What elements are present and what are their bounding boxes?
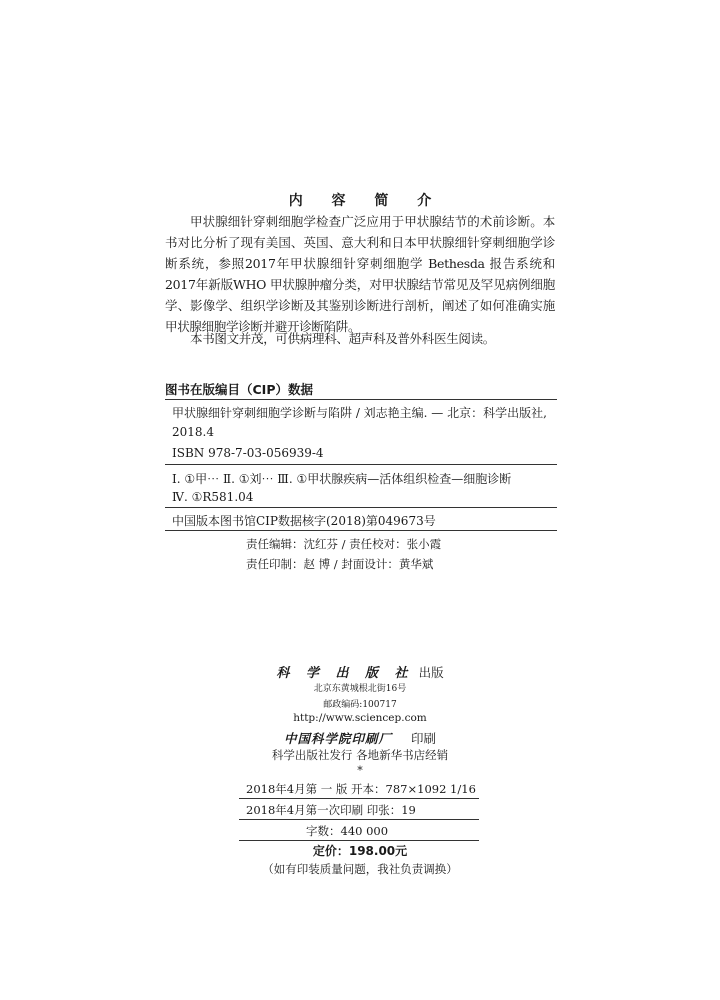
cip-rule [165, 507, 557, 508]
classification-line: Ⅳ. ①R581.04 [172, 490, 254, 504]
summary-line: 对比分析了现有美国、英国、意大利和日本甲状腺细针穿刺细胞学诊断系 [165, 235, 555, 271]
publisher-address: 北京东黄城根北街16号 [313, 684, 407, 694]
publisher-suffix: 出版 [418, 665, 444, 680]
distribution: 科学出版社发行 各地新华书店经销 [271, 748, 449, 762]
edition-rule [239, 798, 479, 799]
summary-line: 断并避开诊断陷阱。 [250, 319, 361, 334]
cip-title-line: 甲状腺细针穿刺细胞学诊断与陷阱 / 刘志艳主编. — 北京：科学出版社, [172, 406, 547, 420]
credits-editors: 责任编辑：沈红芬 / 责任校对：张小霞 [246, 537, 442, 551]
publisher-line [0, 662, 720, 681]
summary-line: WHO 甲状腺肿瘤分类，对甲状腺结节常见及罕见病例细胞学、影像学、 [165, 277, 555, 313]
summary-paragraph [165, 211, 555, 337]
section-title: 内 容 简 介 [288, 193, 444, 209]
price: 定价：198.00元 [312, 844, 408, 858]
edition-rule [239, 819, 479, 820]
summary-line: 组织学诊断及其鉴别诊断进行剖析，阐述了如何准确实施甲状腺细胞学诊 [165, 298, 555, 334]
cip-number: 中国版本图书馆CIP数据核字(2018)第049673号 [172, 514, 436, 528]
isbn: ISBN 978-7-03-056939-4 [172, 446, 324, 460]
cip-bottom-rule [165, 530, 557, 531]
publisher-postcode: 邮政编码:100717 [323, 700, 397, 710]
printer-suffix: 印刷 [411, 731, 437, 746]
edition-line: 2018年4月第 一 版 开本：787×1092 1/16 [246, 782, 476, 796]
credits-production: 责任印制：赵 博 / 封面设计：黄华斌 [246, 557, 434, 571]
word-count: 字数：440 000 [306, 824, 389, 838]
cip-top-rule [165, 399, 557, 400]
cip-date-line: 2018.4 [172, 425, 214, 439]
quality-notice: （如有印装质量问题，我社负责调换） [262, 862, 458, 876]
publisher-url: http://www.sciencep.com [293, 712, 427, 724]
cip-rule [165, 464, 557, 465]
classification-line: Ⅰ. ①甲⋯ Ⅱ. ①刘⋯ Ⅲ. ①甲状腺疾病—活体组织检查—细胞诊断 [172, 472, 512, 486]
printer-line [0, 728, 720, 747]
printing-line: 2018年4月第一次印刷 印张：19 [246, 803, 416, 817]
cip-heading: 图书在版编目（CIP）数据 [165, 382, 313, 397]
summary-line: 甲状腺细针穿刺细胞学检查广泛应用于甲状腺结节的术前诊断。本书 [165, 214, 555, 250]
printer-name: 中国科学院印刷厂 [283, 731, 392, 746]
summary-line: 统，参照2017年甲状腺细针穿刺细胞学 Bethesda 报告系统和2017年新版 [165, 256, 556, 292]
separator-star: * [357, 764, 363, 777]
publisher-name: 科 学 出 版 社 [276, 666, 414, 681]
audience-paragraph: 本书图文并茂，可供病理科、超声科及普外科医生阅读。 [190, 331, 496, 346]
edition-rule [239, 840, 479, 841]
